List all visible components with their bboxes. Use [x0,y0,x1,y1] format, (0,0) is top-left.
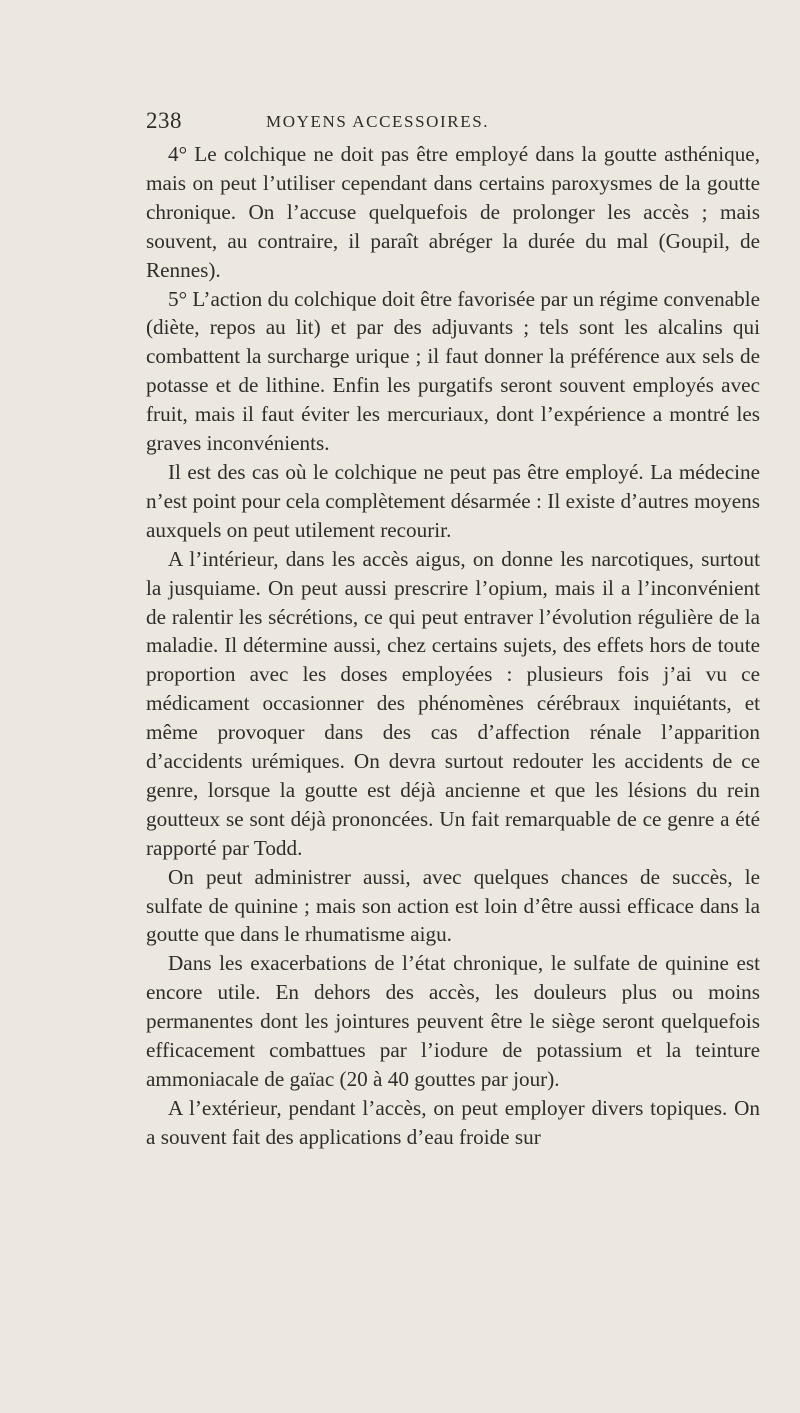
paragraph-interieur-narcotiques: A l’intérieur, dans les accès aigus, on donne les narcotiques, surtout la jusquiame. On peut aussi prescrire l’opium, mais il a l’inconvénient de ralentir les sécrétions, ce qui peut entraver l’évolution régulière de la maladie. Il détermine aussi, chez certains sujets, des effets hors de toute proportion avec les doses employées : plusieurs fois j’ai vu ce médicament occasionner des phénomènes cérébraux inquiétants, et même provoquer dans des cas d’affection rénale l’apparition d’accidents urémiques. On devra surtout redouter les accidents de ce genre, lorsque la goutte est déjà ancienne et que les lésions du rein goutteux se sont déjà prononcées. Un fait remarquable de ce genre a été rapporté par Todd. [146,546,760,860]
body-text [146,140,760,1152]
header-title: MOYENS ACCESSOIRES. [266,112,490,131]
paragraph-colchique-asthenique: 4° Le colchique ne doit pas être employé dans la goutte asthénique, mais on peut l’utiliser cependant dans certains paroxysmes de la goutte chronique. On l’accuse quelquefois de prolonger les accès ; mais souvent, au contraire, il paraît abréger la durée du mal (Goupil, de Rennes). [146,142,760,282]
paragraph-exacerbations: Dans les exacerbations de l’état chronique, le sulfate de quinine est encore utile. En dehors des accès, les douleurs plus ou moins permanentes dont les jointures peuvent être le siège seront quelquefois efficacement combattues par l’iodure de potassium et la teinture ammoniacale de gaïac (20 à 40 gouttes par jour). [146,951,760,1091]
paragraph-action-colchique: 5° L’action du colchique doit être favorisée par un régime convenable (diète, repos au lit) et par des adjuvants ; tels sont les alcalins qui combattent la surcharge urique ; il faut donner la préférence aux sels de potasse et de lithine. Enfin les purgatifs seront souvent employés avec fruit, mais il faut éviter les mercuriaux, dont l’expérience a montré les graves inconvénients. [146,286,760,456]
paragraph-exterieur-topiques: A l’extérieur, pendant l’accès, on peut employer divers topiques. On a souvent fait des applications d’eau froide sur [146,1095,760,1149]
paragraph-cas-colchique: Il est des cas où le colchique ne peut pas être employé. La médecine n’est point pour cela complètement désarmée : Il existe d’autres moyens auxquels on peut utilement recourir. [146,459,760,542]
running-header [146,108,746,138]
page-number: 238 [146,108,182,133]
paragraph-sulfate-quinine: On peut administrer aussi, avec quelques chances de succès, le sulfate de quinine ; mais son action est loin d’être aussi efficace dans la goutte que dans le rhumatisme aigu. [146,864,760,947]
